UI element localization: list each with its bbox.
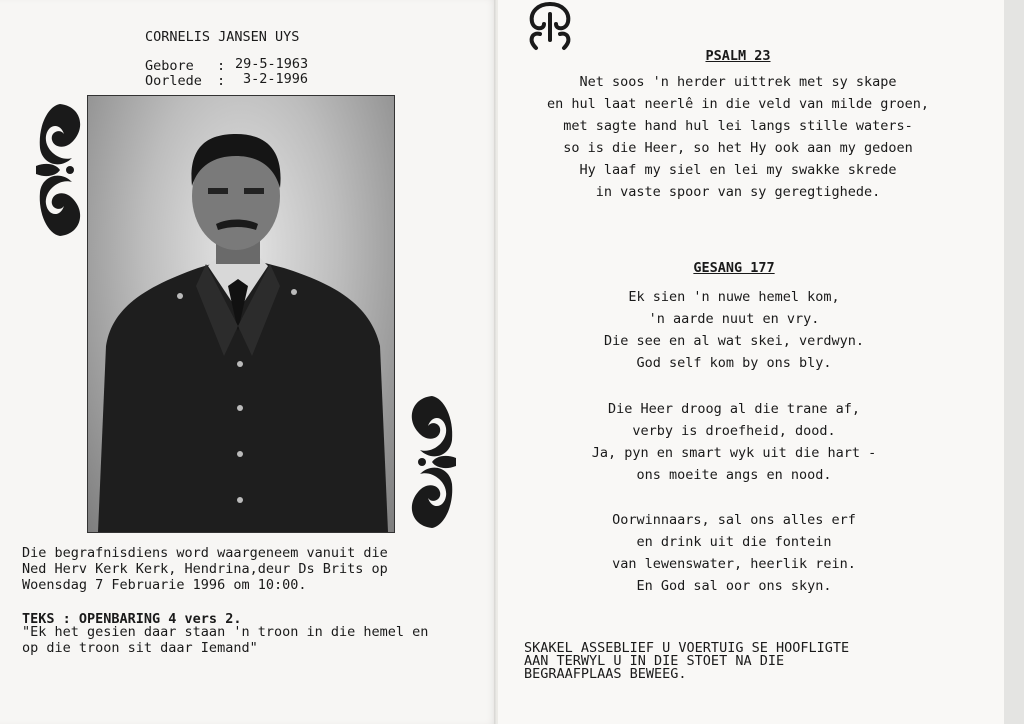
hymn-line: En God sal oor ons skyn. — [636, 578, 832, 594]
psalm-line: so is die Heer, so het Hy ook aan my gedoen — [563, 140, 913, 156]
notice-line: SKAKEL ASSEBLIEF U VOERTUIG SE HOOFLIGTE — [524, 640, 850, 656]
psalm-line: in vaste spoor van sy geregtighede. — [595, 184, 881, 200]
right-page — [498, 0, 1006, 724]
background-edge — [1004, 0, 1024, 724]
psalm-line: en hul laat neerlê in die veld van milde groen, — [546, 96, 929, 112]
hymn-line: verby is droefheid, dood. — [632, 423, 836, 439]
scroll-ornament-icon — [522, 0, 578, 52]
service-line: Die begrafnisdiens word waargeneem vanuit die — [22, 545, 388, 561]
died-colon: : — [217, 73, 226, 89]
hymn-line: van lewenswater, heerlik rein. — [612, 556, 856, 572]
scroll-ornament-icon — [30, 100, 88, 240]
hymn-line: Ja, pyn en smart wyk uit die hart - — [591, 445, 877, 461]
service-line: Woensdag 7 Februarie 1996 om 10:00. — [22, 577, 307, 593]
psalm-title: PSALM 23 — [705, 48, 771, 64]
deceased-name: CORNELIS JANSEN UYS — [145, 29, 300, 45]
service-line: Ned Herv Kerk Kerk, Hendrina,deur Ds Brits op — [22, 561, 388, 577]
scripture-quote-line: "Ek het gesien daar staan 'n troon in die hemel en — [22, 624, 429, 640]
hymn-line: 'n aarde nuut en vry. — [648, 311, 820, 327]
hymn-line: God self kom by ons bly. — [636, 355, 832, 371]
portrait-photo — [87, 95, 395, 533]
scripture-heading: TEKS : OPENBARING 4 vers 2. — [22, 611, 242, 627]
notice-line: BEGRAAFPLAAS BEWEEG. — [524, 666, 687, 682]
psalm-line: Hy laaf my siel en lei my swakke skrede — [579, 162, 897, 178]
portrait-figure — [88, 96, 394, 532]
born-colon: : — [217, 58, 226, 74]
psalm-line: Net soos 'n herder uittrek met sy skape — [579, 74, 897, 90]
hymn-line: Die Heer droog al die trane af, — [608, 401, 860, 417]
hymn-line: Die see en al wat skei, verdwyn. — [603, 333, 865, 349]
gesang-title: GESANG 177 — [693, 260, 775, 276]
scripture-quote-line: op die troon sit daar Iemand" — [22, 640, 258, 656]
notice-line: AAN TERWYL U IN DIE STOET NA DIE — [524, 653, 785, 669]
left-page — [0, 0, 496, 724]
hymn-line: Ek sien 'n nuwe hemel kom, — [628, 289, 840, 305]
hymn-line: ons moeite angs en nood. — [636, 467, 832, 483]
died-date: 3-2-1996 — [243, 71, 309, 87]
psalm-line: met sagte hand hul lei langs stille waters- — [563, 118, 913, 134]
died-label: Oorlede — [145, 73, 202, 89]
hymn-line: en drink uit die fontein — [636, 534, 832, 550]
hymn-line: Oorwinnaars, sal ons alles erf — [612, 512, 856, 528]
born-date: 29-5-1963 — [235, 56, 309, 72]
born-label: Gebore — [145, 58, 194, 74]
scroll-ornament-icon — [404, 392, 462, 532]
